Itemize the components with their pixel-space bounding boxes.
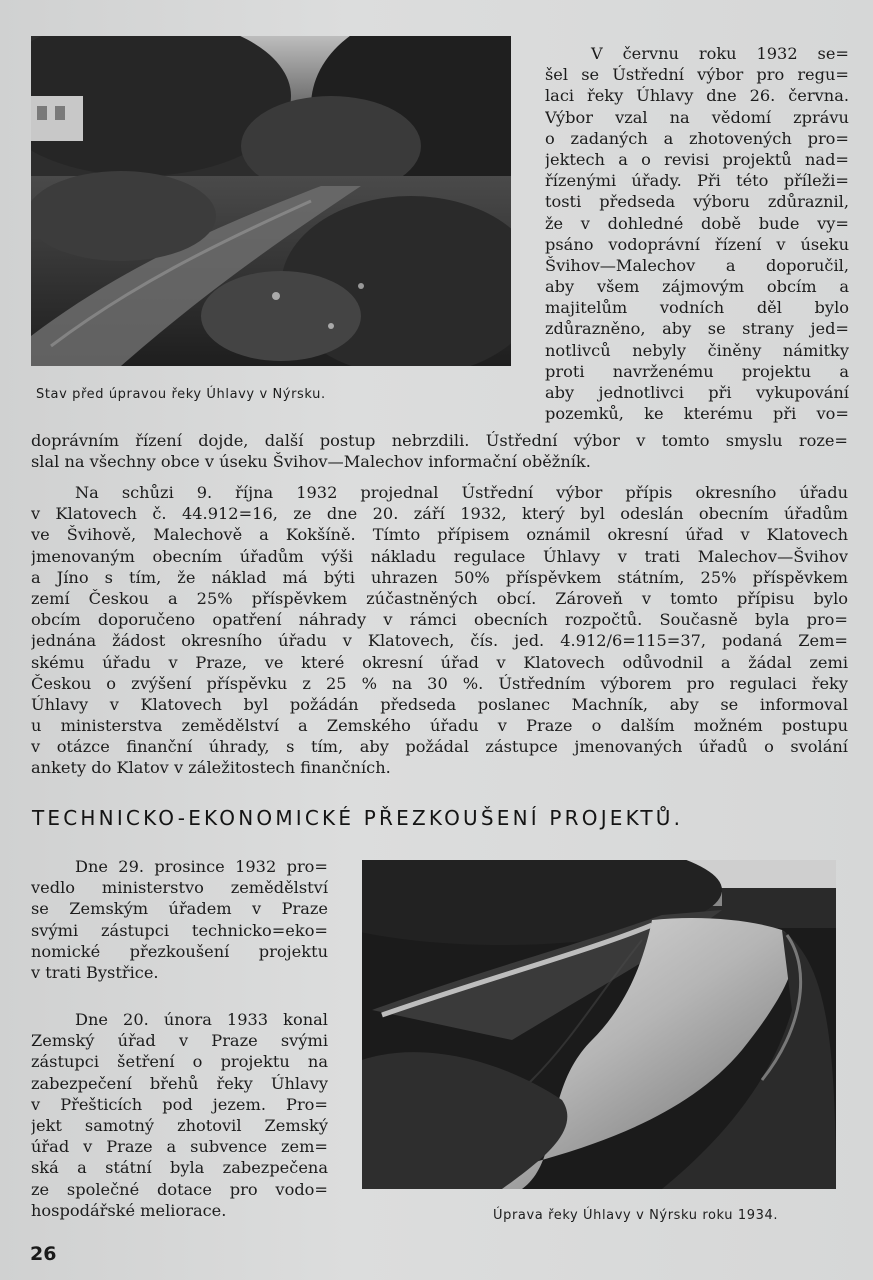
- text-line: vedlo ministerstvo zemědělství: [31, 878, 328, 898]
- text-line: ská a státní byla zabezpečena: [31, 1158, 328, 1178]
- text-line: zdůrazněno, aby se strany jed=: [545, 319, 849, 339]
- text-line: se Zemským úřadem v Praze: [31, 899, 328, 919]
- paragraph-february-1933: [31, 1009, 328, 1221]
- text-line: laci řeky Úhlavy dne 26. června.: [545, 86, 849, 106]
- photo-after-regulation: [362, 860, 836, 1189]
- text-line: Úhlavy v Klatovech byl požádán předseda poslanec Machník, aby se informoval: [31, 694, 848, 714]
- paragraph-october-1932: [31, 482, 848, 779]
- text-line: Švihov—Malechov a doporučil,: [545, 255, 849, 275]
- text-line: nomické přezkoušení projektu: [31, 941, 328, 961]
- text-line: ankety do Klatov v záležitostech finančních.: [31, 758, 391, 778]
- text-line: jednána žádost okresního úřadu v Klatovech, čís. jed. 4.912/6=115=37, podaná Zem=: [31, 631, 848, 651]
- text-line: jmenovaným obecním úřadům výši nákladu regulace Úhlavy v trati Malechov—Švihov: [31, 546, 848, 566]
- text-line: Dne 20. února 1933 konal: [75, 1010, 328, 1029]
- text-line: V červnu roku 1932 se=: [591, 44, 849, 63]
- photo-before-regulation-image: [31, 36, 511, 366]
- text-line: ve Švihově, Malechově a Kokšíně. Tímto přípisem oznámil okresní úřad v Klatovech: [31, 525, 848, 545]
- text-line: notlivců nebyly činěny námitky: [545, 340, 849, 360]
- text-line: jekt samotný zhotovil Zemský: [31, 1115, 328, 1135]
- text-line: skému úřadu v Praze, ve které okresní úřad v Klatovech odůvodnil a žádal zemi: [31, 652, 848, 672]
- page-number: 26: [30, 1243, 57, 1265]
- section-heading: TECHNICKO-EKONOMICKÉ PŘEZKOUŠENÍ PROJEKTŮ.: [32, 806, 684, 830]
- text-line: Na schůzi 9. října 1932 projednal Ústřední výbor přípis okresního úřadu: [75, 483, 848, 502]
- text-line: o zadaných a zhotovených pro=: [545, 128, 849, 148]
- text-line: u ministerstva zemědělství a Zemského úřadu v Praze o dalším možném postupu: [31, 716, 848, 736]
- text-line: aby jednotlivci při vykupování: [545, 383, 849, 402]
- text-line: psáno vodoprávní řízení v úseku: [545, 234, 849, 254]
- caption-photo-before: Stav před úpravou řeky Úhlavy v Nýrsku.: [36, 387, 326, 402]
- text-line: Výbor vzal na vědomí zprávu: [545, 107, 849, 127]
- text-line: Zemský úřad v Praze svými: [31, 1031, 328, 1051]
- text-line: zabezpečení břehů řeky Úhlavy: [31, 1073, 328, 1093]
- text-line: svými zástupci technicko=eko=: [31, 920, 328, 940]
- caption-photo-after: Úprava řeky Úhlavy v Nýrsku roku 1934.: [493, 1208, 779, 1223]
- text-line: v Klatovech č. 44.912=16, ze dne 20. září 1932, který byl odeslán obecním úřadům: [31, 504, 848, 524]
- photo-before-regulation: [31, 36, 511, 366]
- text-line: tosti předseda výboru zdůraznil,: [545, 192, 849, 212]
- text-line: hospodářské meliorace.: [31, 1200, 227, 1220]
- text-line: řízenými úřady. Při této příleži=: [545, 171, 849, 191]
- text-line: majitelům vodních děl bylo: [545, 298, 849, 318]
- paragraph-june-1932-continued: [31, 430, 848, 472]
- text-line: a Jíno s tím, že náklad má býti uhrazen 50% příspěvkem státním, 25% příspěvkem: [31, 567, 848, 587]
- text-line: v trati Bystřice.: [31, 962, 159, 982]
- paragraph-june-1932: [545, 43, 849, 424]
- text-line: Dne 29. prosince 1932 pro=: [75, 857, 328, 876]
- text-line: zemí Českou a 25% příspěvkem zúčastněných obcí. Zároveň v tomto přípisu bylo: [31, 588, 848, 608]
- text-line: zástupci šetření o projektu na: [31, 1052, 328, 1072]
- text-line: obcím doporučeno opatření náhrady v rámci obecních rozpočtů. Současně byla pro=: [31, 610, 848, 630]
- paragraph-december-1932: [31, 856, 328, 983]
- text-line: aby všem zájmovým obcím a: [545, 277, 849, 297]
- text-line: v Přešticích pod jezem. Pro=: [31, 1094, 328, 1114]
- text-line: slal na všechny obce v úseku Švihov—Malechov informační oběžník.: [31, 452, 591, 472]
- text-line: úřad v Praze a subvence zem=: [31, 1137, 328, 1157]
- text-line: proti navrženému projektu a: [545, 361, 849, 381]
- text-line: jektech a o revisi projektů nad=: [545, 149, 849, 169]
- text-line: Českou o zvýšení příspěvku z 25 % na 30 %. Ústředním výborem pro regulaci řeky: [31, 673, 848, 693]
- text-line: doprávním řízení dojde, další postup nebrzdili. Ústřední výbor v tomto smyslu roze=: [31, 431, 848, 450]
- text-line: ze společné dotace pro vodo=: [31, 1179, 328, 1199]
- text-line: šel se Ústřední výbor pro regu=: [545, 65, 849, 85]
- text-line: že v dohledné době bude vy=: [545, 213, 849, 233]
- text-line: v otázce finanční úhrady, s tím, aby požádal zástupce jmenovaných úřadů o svolání: [31, 737, 848, 757]
- text-line: pozemků, ke kterému při vo=: [545, 404, 849, 424]
- photo-after-regulation-image: [362, 860, 836, 1189]
